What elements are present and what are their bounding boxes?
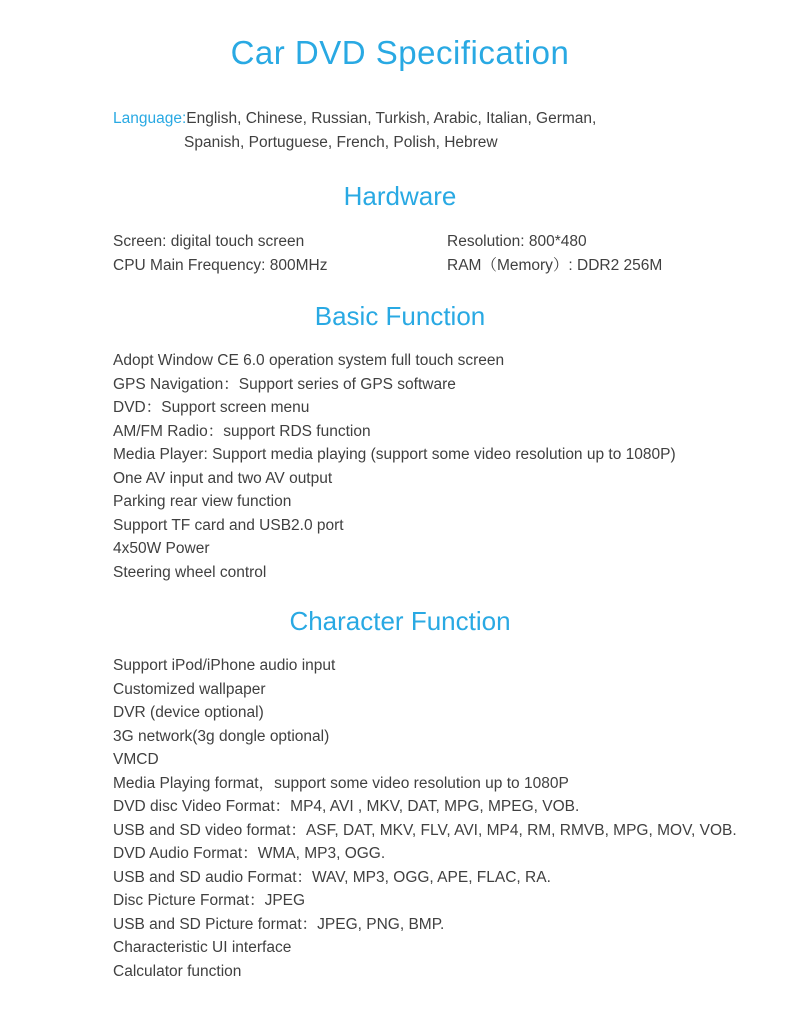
character-function-item: USB and SD Picture format：JPEG, PNG, BMP.: [113, 915, 445, 933]
hardware-spec-left: Screen: digital touch screen: [113, 233, 305, 250]
basic-function-list: [0, 349, 800, 584]
language-values-line2: Spanish, Portuguese, French, Polish, Hebrew: [184, 134, 498, 151]
character-function-item: Support iPod/iPhone audio input: [113, 657, 336, 674]
hardware-spec-table: [0, 230, 800, 278]
character-function-item: DVD disc Video Format：MP4, AVI , MKV, DAT, MPG, MPEG, VOB.: [113, 798, 580, 815]
hardware-spec-right: Resolution: 800*480: [447, 233, 587, 250]
character-function-item: Disc Picture Format：JPEG: [113, 892, 306, 909]
basic-function-item: Steering wheel control: [113, 563, 267, 581]
page-title: Car DVD Specification: [230, 34, 570, 71]
basic-function-item: Adopt Window CE 6.0 operation system full touch screen: [113, 352, 505, 369]
character-function-item: Media Playing format，support some video resolution up to 1080P: [113, 774, 569, 792]
section-heading-hardware: Hardware: [343, 181, 457, 211]
character-function-list: [0, 654, 800, 983]
basic-function-item: DVD：Support screen menu: [113, 399, 310, 416]
hardware-spec-row: [113, 230, 800, 254]
character-function-item: VMCD: [113, 751, 159, 768]
basic-function-item: Parking rear view function: [113, 493, 292, 510]
character-function-item: DVD Audio Format：WMA, MP3, OGG.: [113, 845, 386, 862]
character-function-item: 3G network(3g dongle optional): [113, 727, 330, 745]
spec-document: [0, 34, 800, 1021]
section-heading-basic-function: Basic Function: [314, 301, 486, 331]
character-function-item: Customized wallpaper: [113, 680, 266, 698]
character-function-item: Calculator function: [113, 962, 242, 980]
basic-function-item: AM/FM Radio：support RDS function: [113, 422, 371, 440]
section-heading-character-function: Character Function: [289, 606, 511, 636]
language-block: [0, 107, 800, 155]
basic-function-item: One AV input and two AV output: [113, 469, 333, 487]
basic-function-item: 4x50W Power: [113, 540, 210, 557]
hardware-spec-row: [113, 254, 800, 278]
character-function-item: USB and SD audio Format：WAV, MP3, OGG, APE, FLAC, RA.: [113, 868, 551, 886]
character-function-item: DVR (device optional): [113, 704, 264, 721]
character-function-item: USB and SD video format：ASF, DAT, MKV, FLV, AVI, MP4, RM, RMVB, MPG, MOV, VOB.: [113, 821, 737, 839]
basic-function-item: GPS Navigation：Support series of GPS software: [113, 375, 456, 393]
language-values-line1: English, Chinese, Russian, Turkish, Arabic, Italian, German,: [186, 110, 597, 127]
language-label: Language:: [113, 110, 187, 127]
hardware-spec-right: RAM（Memory）: DDR2 256M: [447, 257, 663, 274]
basic-function-item: Support TF card and USB2.0 port: [113, 516, 344, 534]
hardware-spec-left: CPU Main Frequency: 800MHz: [113, 257, 328, 274]
basic-function-item: Media Player: Support media playing (support some video resolution up to 1080P): [113, 446, 676, 463]
character-function-item: Characteristic UI interface: [113, 939, 292, 956]
language-line-1: [0, 107, 800, 131]
